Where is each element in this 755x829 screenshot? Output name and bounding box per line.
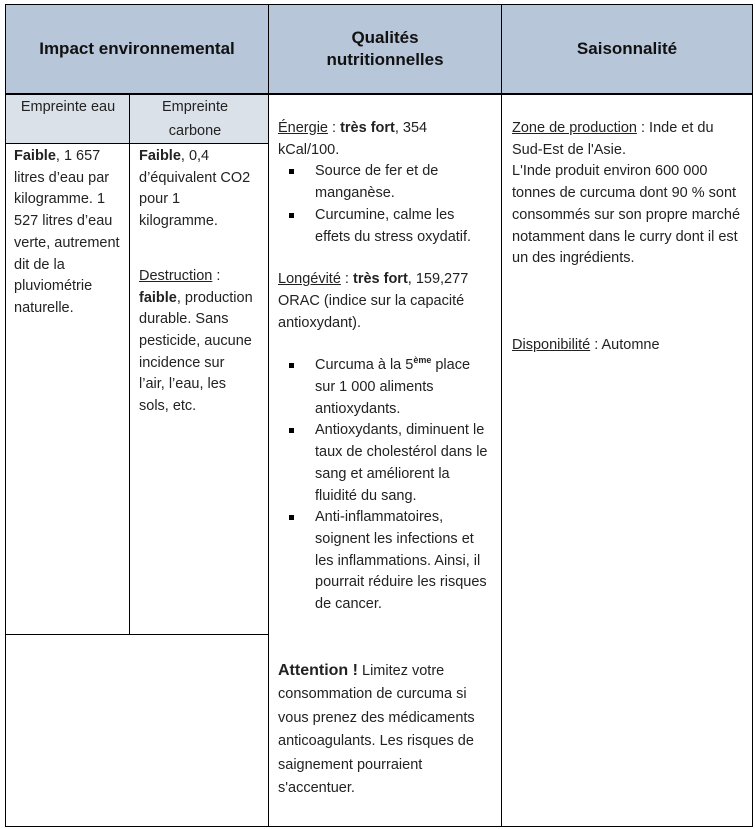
energie-list-item: Curcumine, calme les effets du stress oxydatif. (278, 205, 492, 248)
longevite-list (278, 355, 492, 615)
eau-rating: Faible (14, 148, 56, 164)
disponibilite-sep: : (590, 336, 602, 353)
saisonnalite-content (512, 118, 746, 357)
zone-sep: : (636, 120, 650, 136)
subheader-empreinte-carbone: Empreinte carbone (161, 99, 229, 139)
subheader-empreinte-eau: Empreinte eau (20, 99, 116, 115)
border-header-bottom (5, 93, 753, 95)
empreinte-eau-content (14, 146, 126, 320)
border-col2-col3 (501, 4, 502, 827)
carbone-text: , 0,4 d’équivalent CO2 pour 1 kilogramme. (139, 148, 251, 230)
border-subheader-bottom (5, 143, 269, 144)
border-col-eau-carbone (129, 95, 130, 635)
empreinte-carbone-content (139, 146, 253, 418)
border-top (5, 4, 753, 5)
longevite-sep: : (340, 271, 353, 288)
border-impact-inner-bottom (5, 634, 269, 635)
eau-text: , 1 657 litres d’eau par kilogramme. 1 527 litres d’eau verte, autrement dit de la pluviométrie naturelle. (14, 148, 120, 316)
border-bottom (5, 826, 753, 827)
border-right (752, 4, 753, 827)
longevite-item1-post: place sur 1 000 aliments antioxydants. (315, 357, 471, 417)
zone-text: Inde et du Sud-Est de l'Asie. (512, 120, 714, 158)
attention-label: Attention ! (278, 661, 358, 679)
destruction-label: Destruction (139, 267, 213, 284)
border-col1-col2 (268, 4, 269, 827)
energie-text: , 354 kCal/100. (278, 120, 428, 158)
destruction-text: , production durable. Sans pesticide, aucune incidence sur l’air, l’eau, les sols, etc. (139, 289, 253, 415)
longevite-text: , 159,277 ORAC (indice sur la capacité antioxydant). (278, 271, 469, 331)
border-left (5, 4, 6, 827)
carbone-rating: Faible (139, 148, 181, 164)
header-qualites-nutritionnelles: Qualités nutritionnelles (326, 28, 444, 69)
disponibilite-text: Automne (601, 336, 660, 353)
energie-list-item: Source de fer et de manganèse. (278, 161, 492, 204)
energie-rating: très fort (340, 120, 395, 136)
longevite-item1-pre: Curcuma à la 5 (315, 357, 414, 374)
destruction-rating: faible (139, 289, 177, 306)
qualites-nutritionnelles-content (278, 118, 492, 801)
longevite-item1-sup: ème (413, 355, 432, 366)
longevite-rating: très fort (352, 271, 408, 288)
disponibilite-label: Disponibilité (512, 336, 591, 353)
longevite-list-item: Anti-inflammatoires, soignent les infections et les inflammations. Ainsi, il pourrait réduire les risques de cancer. (278, 507, 492, 616)
destruction-sep: : (212, 267, 221, 284)
zone-label: Zone de production (512, 120, 637, 136)
energie-list (278, 161, 492, 248)
longevite-list-item (278, 355, 492, 420)
attention-text: Limitez votre consommation de curcuma si vous prenez des médicaments anticoagulants. Les risques de saignement pourraient s'accentuer. (278, 662, 475, 797)
inde-production-text: L'Inde produit environ 600 000 tonnes de curcuma dont 90 % sont consommés sur son propre marché notamment dans le curry dont il est un des ingrédients. (512, 163, 741, 267)
header-saisonnalite: Saisonnalité (576, 39, 678, 58)
header-impact-environnemental: Impact environnemental (39, 39, 235, 58)
energie-sep: : (327, 120, 341, 136)
longevite-list-item: Antioxydants, diminuent le taux de cholestérol dans le sang et améliorent la fluidité du sang. (278, 420, 492, 507)
longevite-label: Longévité (278, 271, 341, 288)
energie-label: Énergie (278, 120, 328, 136)
